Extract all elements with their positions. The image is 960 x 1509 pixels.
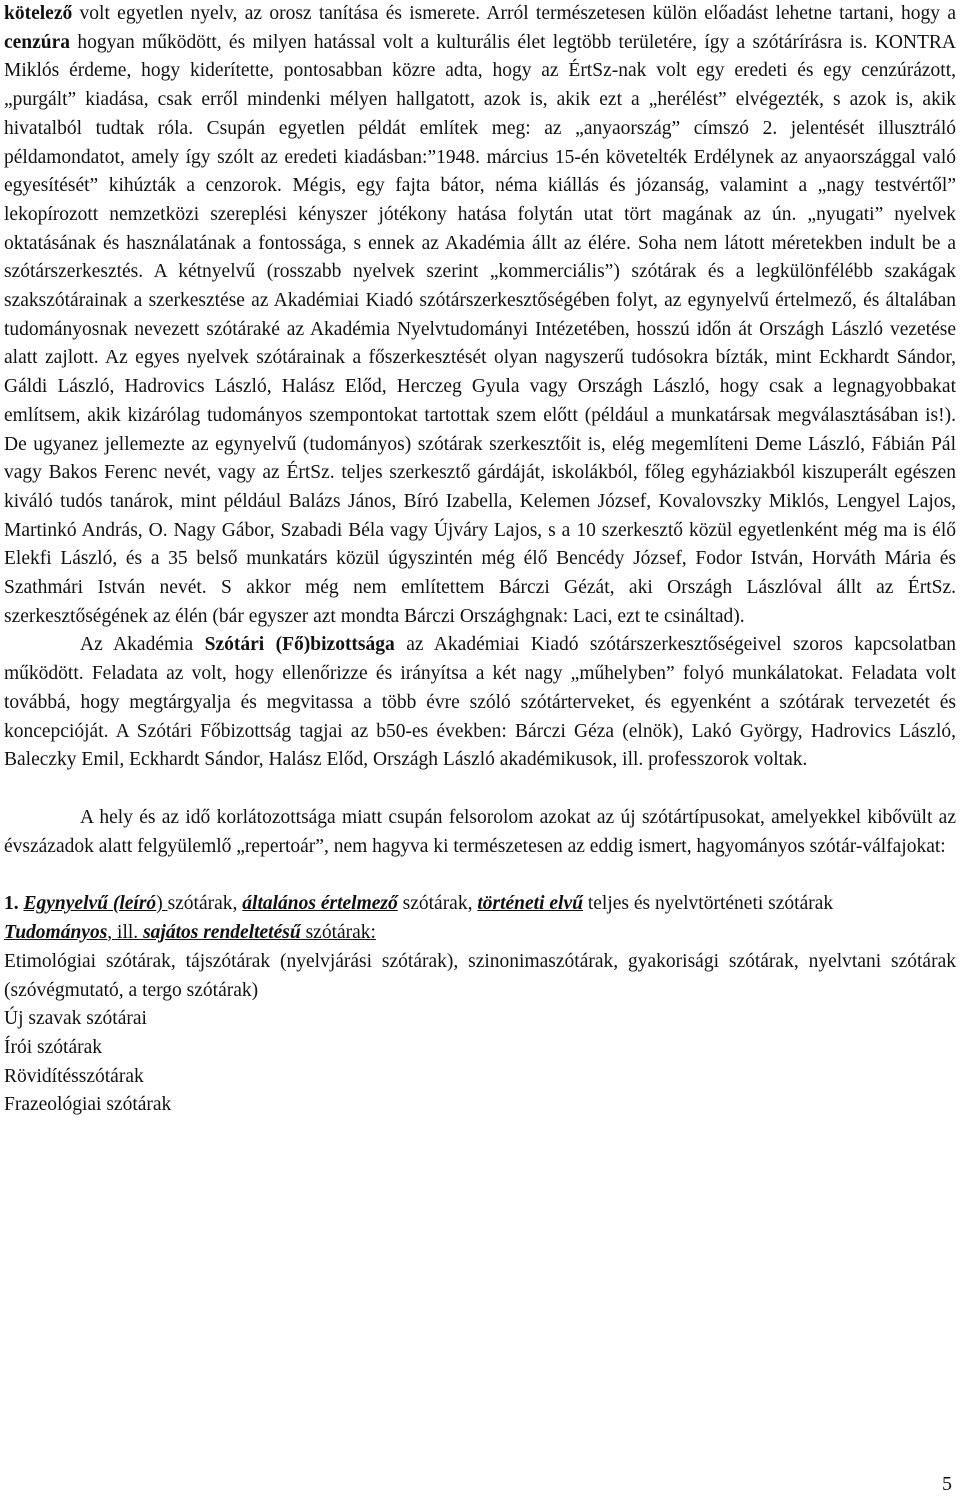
text-run: teljes és nyelvtörténeti szótárak [582,893,834,915]
text-run: volt egyetlen nyelv, az orosz tanítása és ismerete. Arról természetesen külön előadást lehetne tartani, hogy a [72,3,956,24]
list-number: 1. [4,893,24,915]
text-run: Az Akadémia [80,634,205,656]
bold-term: kötelező [4,3,73,24]
bold-italic-term: történeti elvű [477,893,583,915]
paragraph-censorship [4,0,956,631]
paragraph-committee [4,631,956,775]
paragraph-dictionary-types-intro: A hely és az idő korlátozottsága miatt csupán felsorolom azokat az új szótártípusokat, amelyekkel kibővült az évszázadok alatt felgyülemlő „repertoár”, nem hagyva ki természetesen az eddig ismert, hagyományos szótár-válfajokat: [4,806,956,857]
page-number: 5 [942,1473,952,1495]
list-line-new-words: Új szavak szótárai [4,1008,147,1030]
text-run: , ill. [107,922,144,944]
underlined-run [4,922,376,943]
text-run: szótárak: [300,922,376,944]
list-line-authors: Írói szótárak [4,1036,102,1058]
list-line-phraseology: Frazeológiai szótárak [4,1094,172,1116]
bold-term: cenzúra [4,31,71,53]
text-run: az Akadémiai Kiadó szótárszerkesztőségeivel szoros kapcsolatban működött. Feladata az volt, hogy ellenőrizze és irányítsa a két nagy „műhelyben” folyó munkálatokat. Feladata volt továbbá, hogy megtárgyalja és megvitassa a több évre szóló szótárterveket, és egyenként a szótárak tervezetét és koncepcióját. A Szótári Főbizottság tagjai az b50-es években: Bárczi Géza (elnök), Lakó György, Hadrovics László, Baleczky Emil, Eckhardt Sándor, Halász Előd, Országh László akadémikusok, ill. professzorok voltak. [4,634,957,771]
bold-italic-term: általános értelmező [242,893,398,915]
text-run: szótárak, [397,893,478,915]
bold-italic-term: Egynyelvű (leíró [23,893,157,915]
list-heading-scientific [4,919,956,948]
text-run: szótárak, [167,893,243,915]
bold-italic-term: Tudományos [4,922,108,944]
bold-term: Szótári (Fő)bizottsága [204,634,395,656]
underlined-run [24,893,168,914]
text-run: hogyan működött, és milyen hatással volt a kulturális élet legtöbb területére, így a szótárírásra is. KONTRA Miklós érdeme, hogy kiderítette, pontosabban közre adta, hogy az ÉrtSz-nak volt egy eredeti és egy cenzúrázott, „purgált” kiadása, csak erről mindenki mélyen hallgatott, azok is, akik ezt a „herélést” elvégezték, s azok is, akik hivatalból tudtak róla. Csupán egyetlen példát említek meg: az „anyaország” címszó 2. jelentését illusztráló példamondatot, amely így szólt az eredeti kiadásban:”1948. március 15-én követelték Erdélynek az anyaországgal való egyesítését” kihúzták a cenzorok. Mégis, egy fajta bátor, néma kiállás és józanság, valamint a „nagy testvértől” lekopírozott nemzetközi szereplési kényszer jótékony hatása folytán utat tört magának az ún. „nyugati” nyelvek oktatásának és használatának a fontossága, s ennek az Akadémia állt az élére. Soha nem látott méretekben indult be a szótárszerkesztés. A kétnyelvű (rosszabb nyelvek szerint „kommerciális”) szótárak és a legkülönfélébb szakágak szakszótárainak a szerkesztése az Akadémiai Kiadó szótárszerkesztőségében folyt, az egynyelvű értelmező, és általában tudományosnak nevezett szótáraké az Akadémia Nyelvtudományi Intézetében, hosszú időn át Országh László vezetése alatt zajlott. Az egyes nyelvek szótárainak a főszerkesztését olyan nagyszerű tudósokra bízták, mint Eckhardt Sándor, Gáldi László, Hadrovics László, Halász Előd, Herczeg Gyula vagy Országh László, hogy csak a legnagyobbakat említsem, akik kizárólag tudományos szempontokat tartottak szem előtt (például a munkatársak megválasztásában is!). De ugyanez jellemezte az egynyelvű (tudományos) szótárak szerkesztőit is, elég megemlíteni Deme László, Fábián Pál vagy Bakos Ferenc nevét, vagy az ÉrtSz. teljes szerkesztő gárdáját, iskolákból, főleg egyháziakból kiszuperált egészen kiváló tudós tanárok, mint például Balázs János, Bíró Izabella, Kelemen József, Kovalovszky Miklós, Lengyel Lajos, Martinkó András, O. Nagy Gábor, Szabadi Béla vagy Újváry Lajos, s a 10 szerkesztő közül egyetlenként még ma is élő Elekfi László, és a 35 belső munkatárs közül úgyszintén még élő Bencédy József, Fodor István, Horváth Mária és Szathmári István nevét. S akkor még nem említettem Bárczi Gézát, aki Országh Lászlóval állt az ÉrtSz. szerkesztőségének az élén (bár egyszer azt mondta Bárczi Országhgnak: Laci, ezt te csináltad). [4,31,956,627]
bold-italic-term: sajátos rendeltetésű [143,922,301,944]
list-line-etymological: Etimológiai szótárak, tájszótárak (nyelvjárási szótárak), szinonimaszótárak, gyakorisági szótárak, nyelvtani szótárak (szóvégmutató, a tergo szótárak) [4,950,956,1001]
list-item-monolingual [4,890,956,919]
document-page [4,0,956,1509]
text-run: ) [156,893,168,915]
list-line-abbreviations: Rövidítésszótárak [4,1065,144,1087]
